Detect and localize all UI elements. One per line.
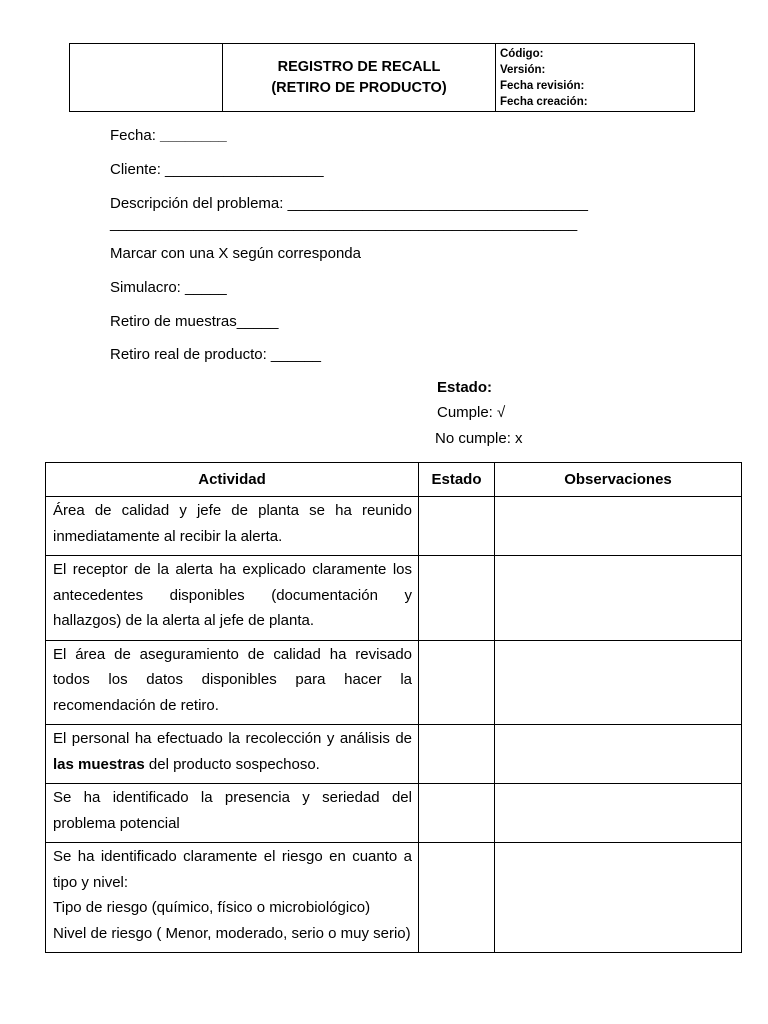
activity-text-segment: Tipo de riesgo (químico, físico o microbiológico)	[53, 899, 371, 916]
observaciones-cell[interactable]	[495, 784, 742, 843]
activity-text	[53, 557, 412, 634]
fecha-revision-label: Fecha revisión:	[500, 80, 585, 92]
logo-cell	[70, 44, 223, 111]
activity-text-segment: Se ha identificado la presencia y seriedad del problema potencial	[53, 789, 412, 832]
activity-cell	[46, 556, 419, 641]
observaciones-cell[interactable]	[495, 497, 742, 556]
activity-text	[53, 642, 412, 719]
observaciones-cell[interactable]	[495, 640, 742, 725]
activity-text-bold: las muestras	[53, 755, 145, 773]
activity-text	[53, 785, 412, 836]
table-row	[46, 784, 742, 843]
activity-text	[53, 921, 412, 947]
header-estado: Estado	[419, 463, 495, 497]
instruction-text: Marcar con una X según corresponda	[110, 245, 361, 262]
estado-cell[interactable]	[419, 784, 495, 843]
activity-text-segment: Área de calidad y jefe de planta se ha reunido inmediatamente al recibir la alerta.	[53, 502, 412, 545]
document-meta	[496, 44, 694, 111]
header-actividad: Actividad	[46, 463, 419, 497]
activity-cell	[46, 843, 419, 953]
activity-text	[53, 498, 412, 549]
activity-cell	[46, 640, 419, 725]
cliente-field[interactable]: Cliente: ___________________	[110, 161, 324, 178]
activity-text	[53, 895, 412, 921]
retiro-muestras-field[interactable]: Retiro de muestras_____	[110, 313, 279, 330]
table-row	[46, 725, 742, 784]
legend-cumple: Cumple: √	[437, 404, 506, 421]
title-line-1: REGISTRO DE RECALL	[277, 58, 441, 75]
fecha-label: Fecha:	[110, 127, 161, 144]
table-header-row	[46, 463, 742, 497]
observaciones-cell[interactable]	[495, 556, 742, 641]
estado-cell[interactable]	[419, 843, 495, 953]
legend-no-cumple: No cumple: x	[435, 430, 523, 447]
observaciones-cell[interactable]	[495, 843, 742, 953]
fecha-field[interactable]	[110, 126, 227, 146]
activity-cell	[46, 497, 419, 556]
codigo-label: Código:	[500, 48, 544, 60]
table-row	[46, 497, 742, 556]
activity-text-segment: El área de aseguramiento de calidad ha revisado todos los datos disponibles para hacer la recomendación de retiro.	[53, 645, 412, 714]
document-header	[69, 43, 695, 112]
observaciones-cell[interactable]	[495, 725, 742, 784]
estado-cell[interactable]	[419, 640, 495, 725]
activity-cell	[46, 725, 419, 784]
activity-text-segment: El personal ha efectuado la recolección y análisis de	[53, 730, 412, 747]
activity-text-segment: del producto sospechoso.	[144, 755, 320, 773]
retiro-real-field[interactable]: Retiro real de producto: ______	[110, 346, 321, 363]
title-line-2: (RETIRO DE PRODUCTO)	[271, 79, 447, 96]
legend-title: Estado:	[437, 379, 493, 396]
activity-text-segment: Nivel de riesgo ( Menor, moderado, serio o muy serio)	[53, 924, 411, 942]
table-row	[46, 843, 742, 953]
activity-cell	[46, 784, 419, 843]
fecha-creacion-label: Fecha creación:	[500, 96, 588, 108]
estado-cell[interactable]	[419, 497, 495, 556]
activity-text	[53, 726, 412, 777]
activity-text	[53, 844, 412, 895]
header-observaciones: Observaciones	[495, 463, 742, 497]
activity-table	[45, 462, 742, 953]
descripcion-continuation[interactable]: ________________________________________________________	[110, 215, 578, 232]
estado-cell[interactable]	[419, 556, 495, 641]
version-label: Versión:	[500, 64, 546, 76]
table-row	[46, 640, 742, 725]
activity-text-segment: Se ha identificado claramente el riesgo en cuanto a tipo y nivel:	[53, 848, 412, 891]
fecha-blank: ________	[160, 127, 227, 144]
estado-cell[interactable]	[419, 725, 495, 784]
document-title	[223, 44, 496, 111]
descripcion-field[interactable]: Descripción del problema: ____________________________________	[110, 195, 588, 212]
activity-text-segment: El receptor de la alerta ha explicado claramente los antecedentes disponibles (documentación y hallazgos) de la alerta al jefe de planta.	[53, 561, 412, 629]
simulacro-field[interactable]: Simulacro: _____	[110, 279, 227, 296]
table-row	[46, 556, 742, 641]
